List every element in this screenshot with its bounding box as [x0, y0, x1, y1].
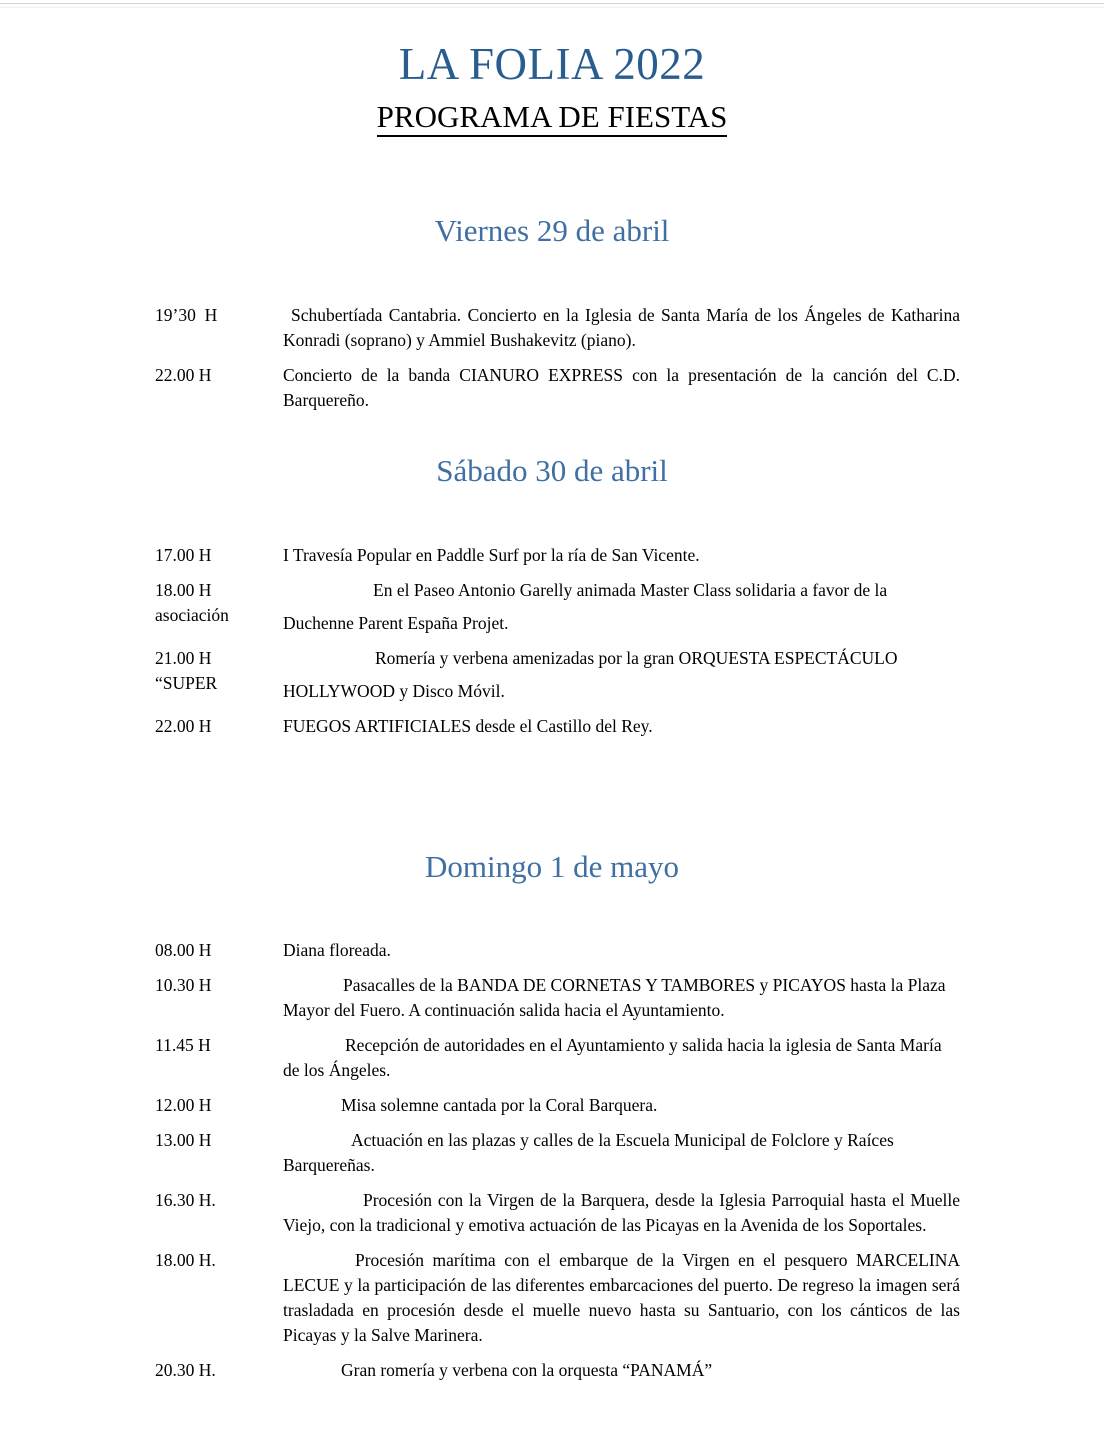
entry-time: 16.30 H. [155, 1190, 216, 1210]
schedule-entry [155, 646, 960, 704]
entry-description: Pasacalles de la BANDA DE CORNETAS Y TAMBORES y PICAYOS hasta la Plaza Mayor del Fuero. A continuación salida hacia el Ayuntamiento. [283, 975, 946, 1020]
entry-description: Romería y verbena amenizadas por la gran ORQUESTA ESPECTÁCULO [375, 648, 898, 668]
entry-description: Concierto de la banda CIANURO EXPRESS con la presentación de la canción del C.D. Barquereño. [283, 365, 960, 410]
page-subtitle [0, 98, 1104, 136]
schedule-entry [155, 938, 960, 963]
entry-description-continued: Duchenne Parent España Projet. [283, 613, 509, 633]
schedule-entry [155, 714, 960, 739]
entry-time: 21.00 H [155, 648, 212, 668]
entry-time: 10.30 H [155, 975, 212, 995]
entry-time: 22.00 H [155, 365, 212, 385]
entry-time-continuation: “SUPER [155, 673, 218, 693]
schedule-entry [155, 543, 960, 568]
entry-description: En el Paseo Antonio Garelly animada Master Class solidaria a favor de la [373, 580, 888, 600]
entry-time: 19’30 H [155, 305, 218, 325]
entry-time: 11.45 H [155, 1035, 211, 1055]
entry-description: Diana floreada. [283, 940, 391, 960]
entry-time: 08.00 H [155, 940, 212, 960]
schedule-entry [155, 1358, 960, 1383]
entry-time: 18.00 H. [155, 1250, 216, 1270]
page-subtitle-text: PROGRAMA DE FIESTAS [377, 99, 728, 137]
entry-time-continuation: asociación [155, 605, 229, 625]
page-title: LA FOLIA 2022 [398, 39, 706, 89]
page-top-border [0, 3, 1104, 4]
entry-time: 20.30 H. [155, 1360, 216, 1380]
page-top-border-secondary [0, 7, 1104, 8]
day-heading-sabado: Sábado 30 de abril [436, 453, 668, 488]
day-entries-sabado [155, 543, 960, 749]
entry-description: Procesión marítima con el embarque de la Virgen en el pesquero MARCELINA LECUE y la participación de las diferentes embarcaciones del puerto. De regreso la imagen será trasladada en procesión desde el muelle nuevo hasta su Santuario, con los cánticos de las Picayas y la Salve Marinera. [283, 1250, 960, 1345]
schedule-entry [155, 1033, 960, 1083]
entry-description: FUEGOS ARTIFICIALES desde el Castillo del Rey. [283, 716, 653, 736]
schedule-entry [155, 1188, 960, 1238]
entry-description-continued: HOLLYWOOD y Disco Móvil. [283, 681, 505, 701]
entry-time: 22.00 H [155, 716, 212, 736]
day-heading-viernes: Viernes 29 de abril [434, 213, 670, 248]
schedule-entry [155, 303, 960, 353]
schedule-entry [155, 1093, 960, 1118]
entry-description: Actuación en las plazas y calles de la Escuela Municipal de Folclore y Raíces Barquereñas. [283, 1130, 894, 1175]
schedule-entry [155, 363, 960, 413]
entry-description: Gran romería y verbena con la orquesta “PANAMÁ” [341, 1360, 713, 1380]
day-heading-domingo: Domingo 1 de mayo [425, 849, 679, 884]
entry-time: 18.00 H [155, 580, 212, 600]
schedule-entry [155, 1248, 960, 1348]
schedule-entry [155, 973, 960, 1023]
day-entries-viernes [155, 303, 960, 423]
entry-time: 13.00 H [155, 1130, 212, 1150]
entry-description: Schubertíada Cantabria. Concierto en la Iglesia de Santa María de los Ángeles de Katharina Konradi (soprano) y Ammiel Bushakevitz (piano). [283, 305, 960, 350]
schedule-entry [155, 1128, 960, 1178]
entry-description: Procesión con la Virgen de la Barquera, desde la Iglesia Parroquial hasta el Muelle Viejo, con la tradicional y emotiva actuación de las Picayas en la Avenida de los Soportales. [283, 1190, 960, 1235]
entry-description: Recepción de autoridades en el Ayuntamiento y salida hacia la iglesia de Santa María de los Ángeles. [283, 1035, 942, 1080]
entry-description: I Travesía Popular en Paddle Surf por la ría de San Vicente. [283, 545, 700, 565]
entry-description: Misa solemne cantada por la Coral Barquera. [341, 1095, 658, 1115]
entry-time: 17.00 H [155, 545, 212, 565]
schedule-entry [155, 578, 960, 636]
entry-time: 12.00 H [155, 1095, 212, 1115]
day-entries-domingo [155, 938, 960, 1393]
